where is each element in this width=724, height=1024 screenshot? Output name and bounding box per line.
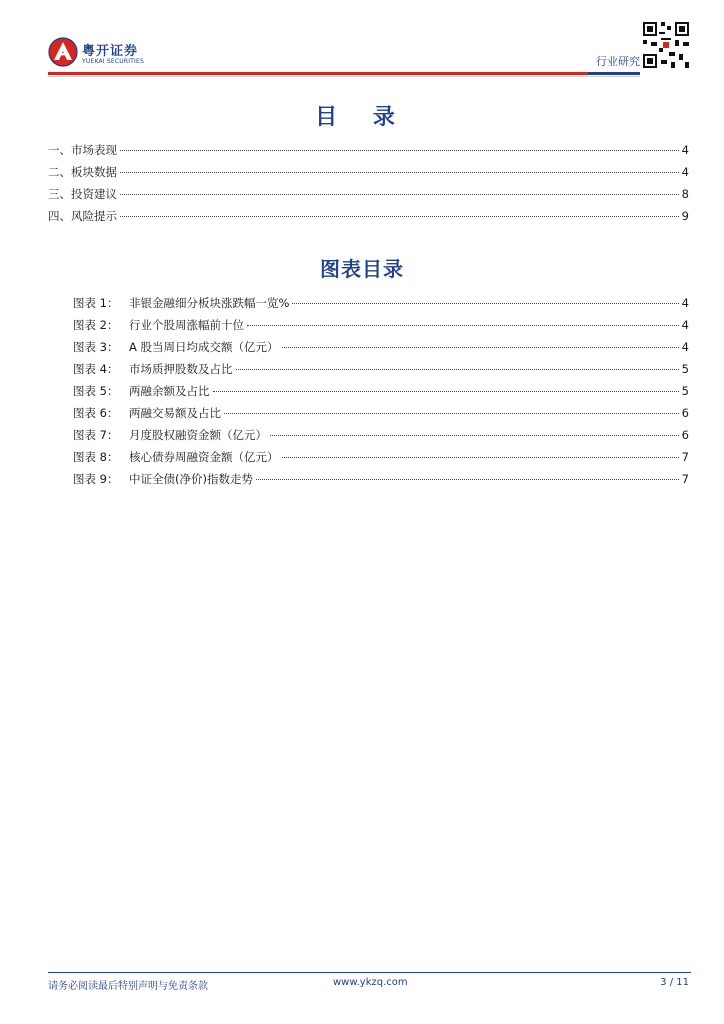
figure-number: 图表 6： xyxy=(73,406,119,420)
figure-page: 4 xyxy=(681,296,689,310)
page-number: 3 / 11 xyxy=(660,977,689,988)
figure-entry[interactable] xyxy=(73,471,689,487)
leader-dots xyxy=(292,303,678,304)
figure-entry[interactable] xyxy=(73,427,689,443)
figure-label: 非银金融细分板块涨跌幅一览% xyxy=(129,296,290,310)
figure-label: 中证全债(净价)指数走势 xyxy=(129,472,253,486)
section-label: 行业研究 xyxy=(596,55,640,68)
toc-entry-page: 9 xyxy=(681,209,689,223)
figure-page: 6 xyxy=(681,406,689,420)
leader-dots xyxy=(120,172,679,173)
figure-page: 7 xyxy=(681,472,689,486)
figure-entry[interactable] xyxy=(73,295,689,311)
figure-number: 图表 5： xyxy=(73,384,119,398)
figure-entry[interactable] xyxy=(73,449,689,465)
figure-label: 市场质押股数及占比 xyxy=(129,362,233,376)
leader-dots xyxy=(270,435,679,436)
figure-label: 月度股权融资金额（亿元） xyxy=(129,428,267,442)
figure-entry[interactable] xyxy=(73,317,689,333)
figure-entry[interactable] xyxy=(73,383,689,399)
figure-label: 两融余额及占比 xyxy=(129,384,210,398)
figure-number: 图表 4： xyxy=(73,362,119,376)
figure-label: 行业个股周涨幅前十位 xyxy=(129,318,244,332)
figure-page: 5 xyxy=(681,362,689,376)
leader-dots xyxy=(120,194,679,195)
brand-name-cn: 粤开证券 xyxy=(82,44,139,59)
qr-code-icon xyxy=(641,20,691,70)
brand-name-en: YUEKAI SECURITIES xyxy=(82,58,145,65)
header-rule-thin xyxy=(48,76,640,77)
footer-rule xyxy=(48,972,691,973)
figure-number: 图表 9： xyxy=(73,472,119,486)
leader-dots xyxy=(224,413,679,414)
leader-dots xyxy=(120,216,679,217)
figure-number: 图表 3： xyxy=(73,340,119,354)
header-rule-red xyxy=(48,72,588,75)
figure-label: 两融交易额及占比 xyxy=(129,406,221,420)
figure-entry[interactable] xyxy=(73,361,689,377)
toc-entry[interactable] xyxy=(48,186,689,202)
figure-number: 图表 2： xyxy=(73,318,119,332)
figure-page: 7 xyxy=(681,450,689,464)
leader-dots xyxy=(282,457,679,458)
leader-dots xyxy=(236,369,679,370)
yuekai-logo-icon xyxy=(48,36,78,68)
figure-page: 4 xyxy=(681,340,689,354)
toc-entry-label: 三、投资建议 xyxy=(48,187,117,201)
toc-title: 目 录 xyxy=(315,105,409,130)
toc-entry[interactable] xyxy=(48,164,689,180)
leader-dots xyxy=(120,150,679,151)
toc-entry-label: 一、市场表现 xyxy=(48,143,117,157)
figure-page: 6 xyxy=(681,428,689,442)
figure-entry[interactable] xyxy=(73,405,689,421)
leader-dots xyxy=(213,391,679,392)
toc-entry-label: 四、风险提示 xyxy=(48,209,117,223)
figure-label: 核心债券周融资金额（亿元） xyxy=(129,450,279,464)
toc-entry-page: 4 xyxy=(681,143,689,157)
figure-page: 5 xyxy=(681,384,689,398)
figure-label: A 股当周日均成交额（亿元） xyxy=(129,340,279,354)
footer-disclaimer: 请务必阅读最后特别声明与免责条款 xyxy=(48,981,208,992)
header-rule-blue xyxy=(588,72,640,75)
toc-entry[interactable] xyxy=(48,208,689,224)
figure-number: 图表 7： xyxy=(73,428,119,442)
toc-entry-label: 二、板块数据 xyxy=(48,165,117,179)
toc-entry[interactable] xyxy=(48,142,689,158)
footer-website[interactable]: www.ykzq.com xyxy=(333,977,408,988)
toc-entry-page: 8 xyxy=(681,187,689,201)
leader-dots xyxy=(256,479,679,480)
leader-dots xyxy=(247,325,679,326)
toc-entry-page: 4 xyxy=(681,165,689,179)
figure-number: 图表 1： xyxy=(73,296,119,310)
page-header xyxy=(0,0,724,80)
leader-dots xyxy=(282,347,679,348)
figure-entry[interactable] xyxy=(73,339,689,355)
figures-title: 图表目录 xyxy=(320,257,404,281)
figure-number: 图表 8： xyxy=(73,450,119,464)
figure-page: 4 xyxy=(681,318,689,332)
